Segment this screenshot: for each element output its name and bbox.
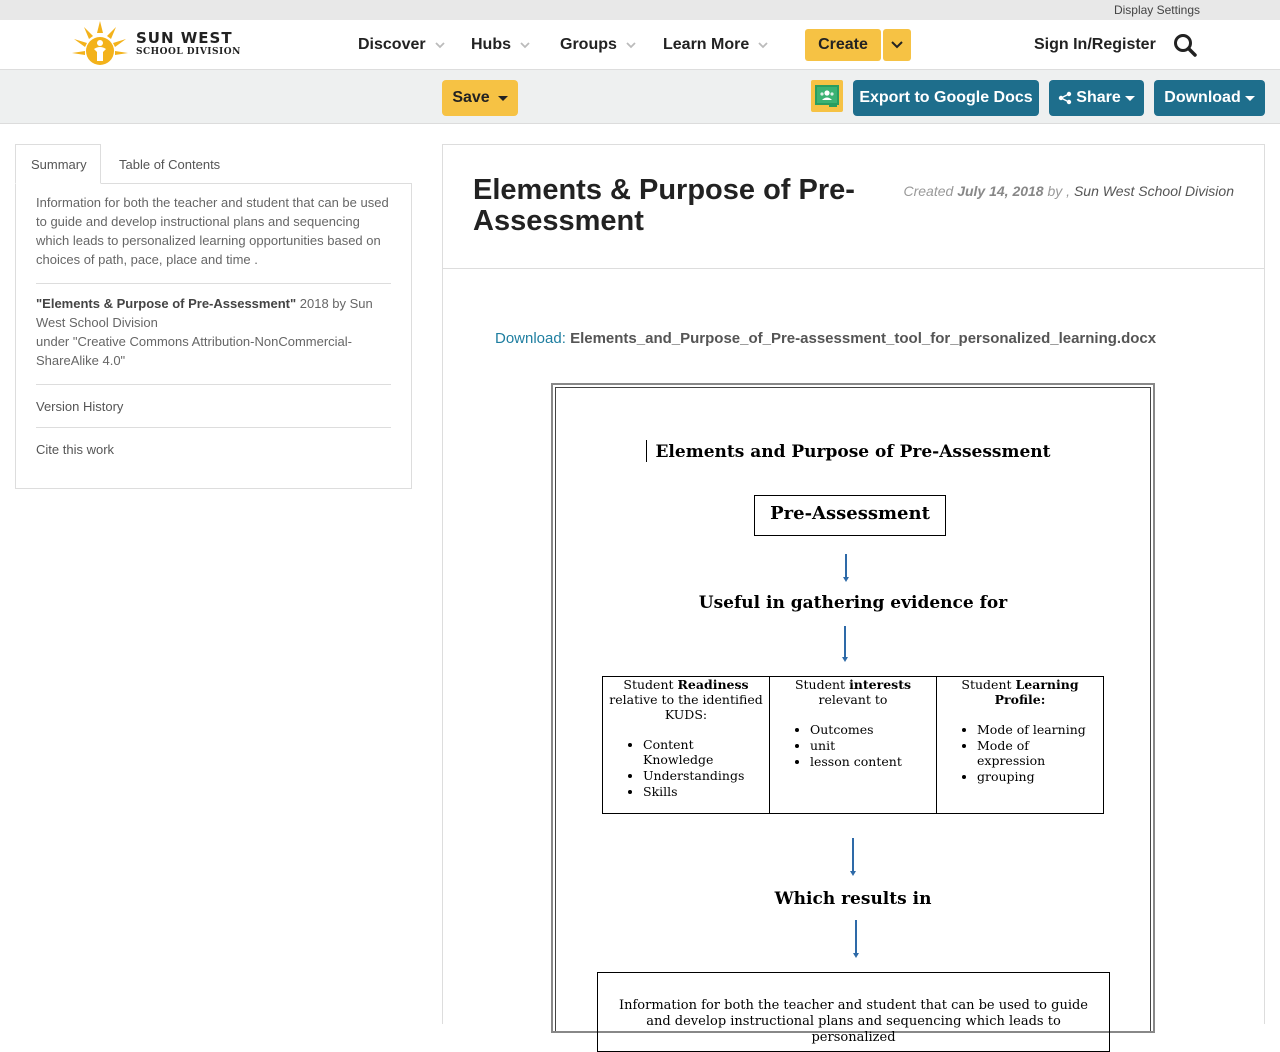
nav-item-label: Discover <box>358 36 426 53</box>
document-page <box>555 387 1151 1045</box>
brand-subname: SCHOOL DIVISION <box>136 47 241 57</box>
down-arrow-icon <box>850 838 856 876</box>
save-button[interactable] <box>442 80 518 116</box>
column-head-text: relative to the identified KUDS: <box>609 692 763 722</box>
doc-title: Elements and Purpose of Pre-Assessment <box>655 442 1051 462</box>
summary-panel <box>15 183 412 489</box>
by-text: by , <box>1043 183 1074 199</box>
chevron-down-icon <box>755 37 771 53</box>
down-arrow-icon <box>843 554 849 582</box>
list-item: • Mode of expression <box>977 738 1097 768</box>
tab-table-of-contents[interactable]: Table of Contents <box>119 156 221 172</box>
table-column-readiness <box>603 677 770 813</box>
table-column-interests <box>770 677 937 813</box>
list-item: • lesson content <box>810 754 930 769</box>
download-label: Download <box>1164 89 1241 106</box>
column-head-text: Student <box>623 677 678 692</box>
list-item: • grouping <box>977 769 1097 784</box>
nav-learn-more[interactable] <box>663 20 771 70</box>
site-logo[interactable] <box>70 20 241 68</box>
column-head-bold: Readiness <box>677 677 749 692</box>
sign-in-link[interactable]: Sign In/Register <box>1034 36 1156 53</box>
down-arrow-icon <box>842 626 848 662</box>
download-file-link[interactable]: Download: <box>495 330 566 347</box>
resource-content <box>442 144 1265 1045</box>
column-head-text: Student <box>961 677 1016 692</box>
document-preview[interactable] <box>551 383 1155 1045</box>
chevron-down-icon <box>890 38 904 52</box>
search-icon[interactable] <box>1172 32 1198 58</box>
doc-heading-useful: Useful in gathering evidence for <box>698 593 1008 613</box>
nav-item-label: Hubs <box>471 36 511 53</box>
save-label: Save <box>452 89 490 106</box>
page-title: Elements & Purpose of Pre-Assessment <box>473 174 855 237</box>
list-item: • unit <box>810 738 930 753</box>
attribution-title: "Elements & Purpose of Pre-Assessment" <box>36 296 297 311</box>
brand-name: SUN WEST <box>136 29 233 47</box>
cite-work-link[interactable]: Cite this work <box>36 442 115 457</box>
create-button[interactable]: Create <box>805 29 881 61</box>
table-column-learning-profile <box>937 677 1103 813</box>
chevron-down-icon <box>517 37 533 53</box>
share-icon <box>1058 91 1072 105</box>
resource-meta <box>903 183 1234 199</box>
list-item: • Skills <box>643 784 763 799</box>
resource-header <box>443 145 1264 269</box>
column-head-bold: Learning Profile: <box>994 677 1079 707</box>
list-item: • Mode of learning <box>977 722 1097 737</box>
download-button[interactable] <box>1154 80 1265 116</box>
google-classroom-button[interactable] <box>811 80 843 112</box>
chevron-down-icon <box>432 37 448 53</box>
column-head-text: relevant to <box>818 692 888 707</box>
list-item: • Understandings <box>643 768 763 783</box>
resource-sidebar <box>15 144 412 489</box>
down-arrow-icon <box>853 920 859 958</box>
created-date: July 14, 2018 <box>957 183 1044 199</box>
list-item: • Outcomes <box>810 722 930 737</box>
caret-down-icon <box>1245 96 1255 101</box>
nav-item-label: Learn More <box>663 36 750 53</box>
license-attribution <box>36 284 391 385</box>
resource-toolbar <box>0 70 1280 124</box>
column-head-text: Student <box>794 677 850 692</box>
attribution-license: under "Creative Commons Attribution-NonCommercial-ShareAlike 4.0" <box>36 334 353 368</box>
caret-down-icon <box>498 96 508 101</box>
version-history-link[interactable]: Version History <box>36 385 391 428</box>
info-box: Information for both the teacher and student that can be used to guide and develop instructional plans and sequencing which leads to personalized <box>597 972 1110 1052</box>
nav-item-label: Groups <box>560 36 617 53</box>
export-google-docs-button[interactable]: Export to Google Docs <box>853 80 1039 116</box>
download-file-line <box>495 330 1156 347</box>
tab-summary[interactable]: Summary <box>15 144 101 184</box>
nav-hubs[interactable] <box>471 20 533 70</box>
create-menu-toggle[interactable] <box>883 29 911 61</box>
share-button[interactable] <box>1049 80 1144 116</box>
sidebar-tabs <box>15 144 412 184</box>
evidence-table <box>602 676 1104 814</box>
pre-assessment-box: Pre-Assessment <box>754 495 946 536</box>
utility-bar <box>0 0 1280 20</box>
author-link[interactable]: Sun West School Division <box>1073 183 1234 199</box>
chevron-down-icon <box>623 37 639 53</box>
nav-discover[interactable] <box>358 20 448 70</box>
doc-heading-results: Which results in <box>774 889 932 909</box>
share-label: Share <box>1076 89 1121 106</box>
column-head-bold: interests <box>849 677 912 692</box>
created-prefix: Created <box>903 183 958 199</box>
main-nav <box>0 20 1280 70</box>
caret-down-icon <box>1125 96 1135 101</box>
summary-description: Information for both the teacher and student that can be used to guide and develop instructional plans and sequencing which leads to personalized learning opportunities based on choices of path, pace, place and time . <box>36 184 391 284</box>
nav-groups[interactable] <box>560 20 639 70</box>
attribution-year-author: 2018 by Sun West School Division <box>36 296 373 330</box>
display-settings-link[interactable]: Display Settings <box>1113 3 1200 17</box>
list-item: • Content Knowledge <box>643 737 763 767</box>
sun-logo-icon <box>70 21 130 67</box>
download-filename: Elements_and_Purpose_of_Pre-assessment_tool_for_personalized_learning.docx <box>570 330 1157 347</box>
google-classroom-icon <box>814 83 840 109</box>
